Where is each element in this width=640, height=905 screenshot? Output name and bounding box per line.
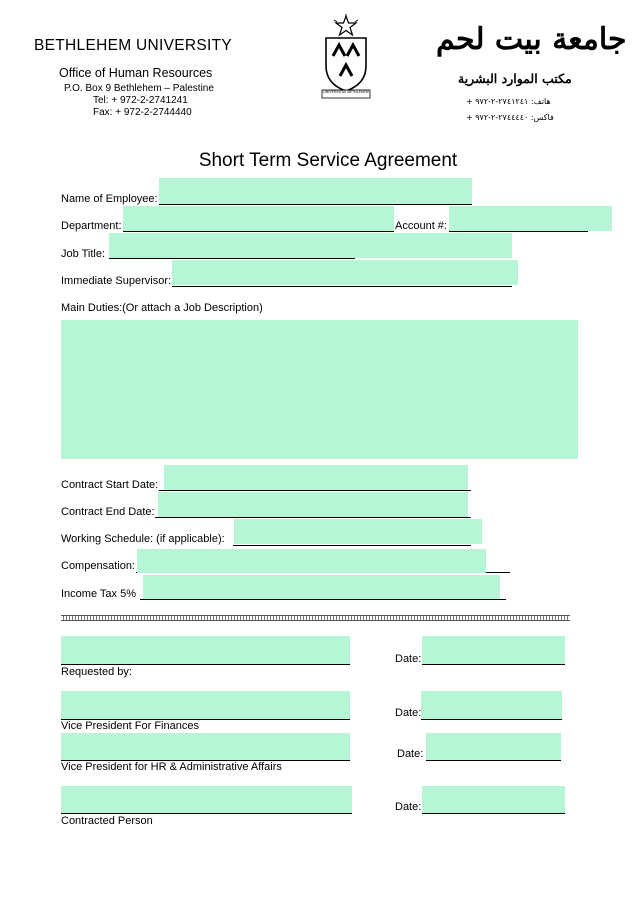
requested-by-signature-field[interactable]: [61, 636, 350, 664]
university-name: BETHLEHEM UNIVERSITY: [34, 37, 233, 54]
contracted-person-date-field[interactable]: [422, 786, 565, 813]
vp-hr-signature-field[interactable]: [61, 733, 350, 760]
address: P.O. Box 9 Bethlehem – Palestine: [64, 83, 214, 94]
schedule-underline: [233, 545, 471, 546]
end-date-field[interactable]: [158, 492, 468, 517]
department-underline: [123, 231, 394, 232]
supervisor-label: Immediate Supervisor:: [61, 275, 172, 287]
requested-by-date-underline: [422, 664, 565, 665]
schedule-label: Working Schedule: (if applicable):: [61, 533, 225, 545]
vp-finances-date-underline: [421, 719, 562, 720]
job-title-label: Job Title:: [61, 248, 106, 260]
vp-hr-date-underline: [426, 760, 561, 761]
compensation-field[interactable]: [137, 549, 486, 573]
income-tax-label: Income Tax 5%: [61, 588, 137, 600]
university-seal-icon: [320, 14, 372, 100]
arabic-fax: فاكس: ٢٧٤٤٤٤٠-٢-٩٧٢ +: [466, 113, 554, 122]
supervisor-underline: [172, 286, 512, 287]
compensation-label: Compensation:: [61, 560, 135, 572]
job-title-field[interactable]: [109, 233, 512, 258]
arabic-university-name: جامعة بيت لحم: [436, 22, 627, 57]
income-tax-field[interactable]: [143, 575, 500, 599]
vp-hr-date-field[interactable]: [426, 733, 561, 760]
account-label: Account #:: [395, 220, 447, 232]
start-date-label: Contract Start Date:: [61, 479, 159, 491]
contracted-person-label: Contracted Person: [61, 815, 153, 827]
document-title: Short Term Service Agreement: [198, 150, 458, 171]
contracted-person-date-underline: [422, 813, 565, 814]
contracted-person-underline: [61, 813, 352, 814]
requested-by-date-field[interactable]: [422, 636, 565, 664]
arabic-office-name: مكتب الموارد البشرية: [458, 71, 572, 86]
vp-finances-date-field[interactable]: [421, 691, 562, 719]
vp-finances-label: Vice President For Finances: [61, 720, 199, 732]
telephone: Tel: + 972-2-2741241: [93, 95, 188, 106]
arabic-telephone: هاتف: ٢٧٤١٢٤١-٢-٩٧٢ +: [466, 97, 551, 106]
requested-by-date-label: Date:: [395, 653, 422, 665]
end-date-underline: [155, 517, 471, 518]
office-name: Office of Human Resources: [59, 66, 213, 80]
start-date-field[interactable]: [164, 465, 468, 490]
schedule-field[interactable]: [234, 519, 482, 544]
department-field[interactable]: [123, 206, 394, 231]
vp-hr-date-label: Date:: [397, 748, 424, 760]
employee-label: Name of Employee:: [61, 193, 158, 205]
section-separator: [61, 615, 570, 621]
account-number-field[interactable]: [449, 206, 612, 231]
contracted-person-date-label: Date:: [395, 801, 422, 813]
contracted-person-signature-field[interactable]: [61, 786, 352, 813]
supervisor-field[interactable]: [172, 260, 518, 285]
vp-finances-signature-field[interactable]: [61, 691, 350, 719]
fax: Fax: + 972-2-2744440: [93, 107, 192, 118]
department-label: Department:: [61, 220, 122, 232]
end-date-label: Contract End Date:: [61, 506, 155, 518]
vp-finances-date-label: Date:: [395, 707, 422, 719]
start-date-underline: [159, 490, 471, 491]
job-title-underline: [109, 258, 355, 259]
employee-name-field[interactable]: [159, 178, 472, 204]
main-duties-label: Main Duties:(Or attach a Job Description): [61, 302, 263, 314]
main-duties-field[interactable]: [61, 320, 578, 459]
requested-by-underline: [61, 664, 350, 665]
employee-underline: [159, 204, 472, 205]
income-tax-underline: [140, 599, 506, 600]
account-underline: [449, 231, 588, 232]
vp-hr-label: Vice President for HR & Administrative Affairs: [61, 761, 282, 773]
requested-by-label: Requested by:: [61, 666, 132, 678]
seal-text: UNIVERSITAS BETHLEHEM: [323, 90, 369, 94]
